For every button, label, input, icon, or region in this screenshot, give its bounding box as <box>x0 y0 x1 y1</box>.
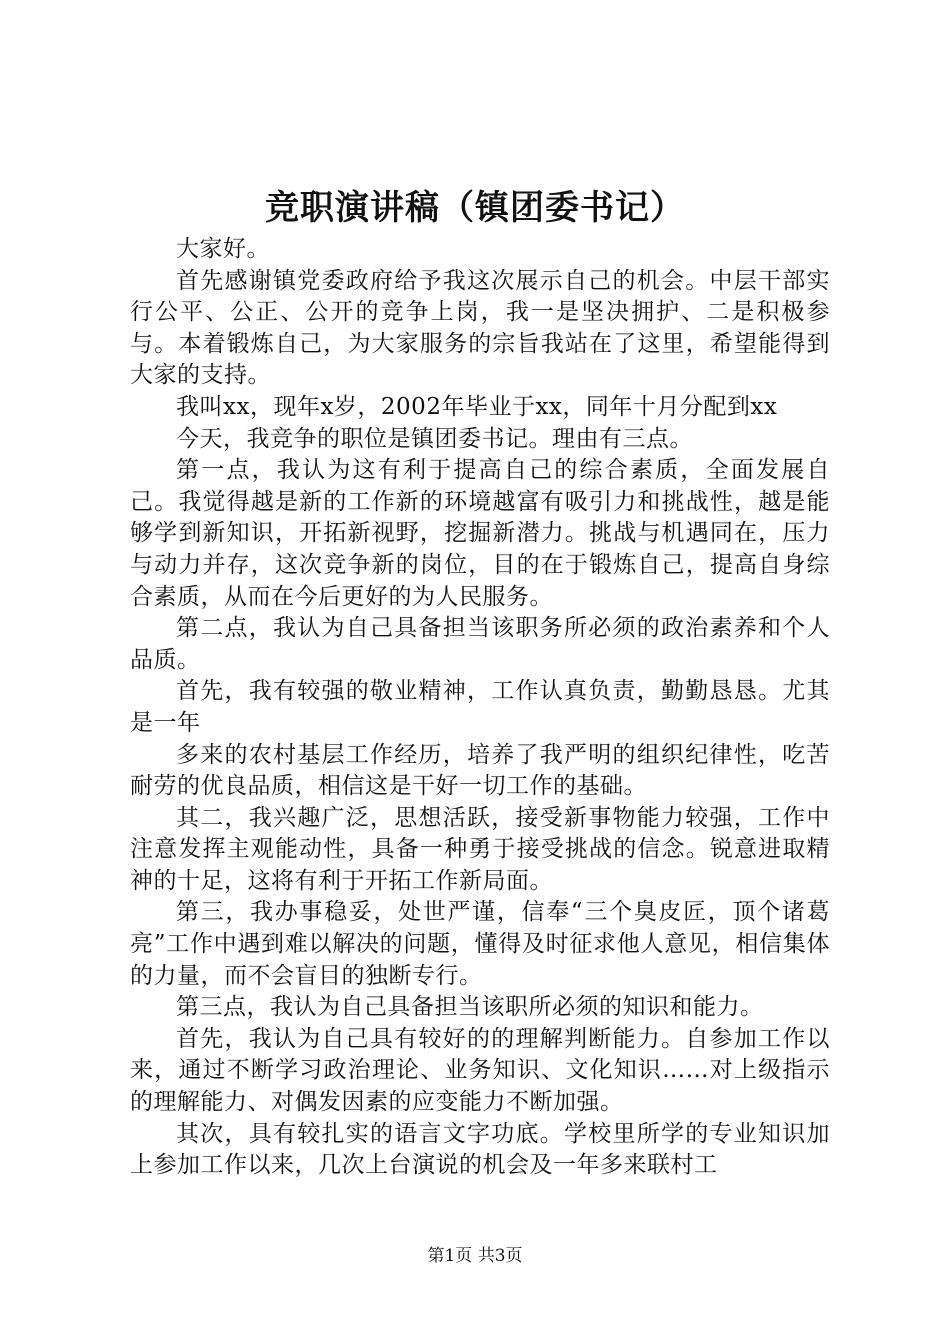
document-title: 竞职演讲稿（镇团委书记） <box>265 188 685 228</box>
page-number: 第1页 <box>427 1246 473 1266</box>
paragraph-third: 第三，我办事稳妥，处世严谨，信奉“三个臭皮匠，顶个诸葛亮”工作中遇到难以解决的问题，懂得及时征求他人意见，相信集体的力量，而不会盲目的独断专行。 <box>130 899 830 989</box>
paragraph-reason-three: 第三点，我认为自己具备担当该职所必须的知识和能力。 <box>176 994 764 1021</box>
paragraph-greeting: 大家好。 <box>176 236 270 262</box>
paragraph-second: 其二，我兴趣广泛，思想活跃，接受新事物能力较强，工作中注意发挥主观能动性，具备一种勇于接受挑战的信念。锐意进取精神的十足，这将有利于开拓工作新局面。 <box>130 804 830 894</box>
paragraph-judgement: 首先，我认为自己具有较好的的理解判断能力。自参加工作以来，通过不断学习政治理论、业务知识、文化知识……对上级指示的理解能力、对偶发因素的应变能力不断加强。 <box>130 1025 830 1116</box>
page-total: 共3页 <box>477 1246 523 1266</box>
document-body <box>130 234 830 1182</box>
paragraph-experience: 多来的农村基层工作经历，培养了我严明的组织纪律性，吃苦耐劳的优良品质，相信这是干好一切工作的基础。 <box>130 741 830 800</box>
paragraph-writing: 其次，具有较扎实的语言文字功底。学校里所学的专业知识加上参加工作以来，几次上台演说的机会及一年多来联村工 <box>130 1120 830 1179</box>
paragraph-first: 首先，我有较强的敬业精神，工作认真负责，勤勤恳恳。尤其是一年 <box>130 678 830 736</box>
paragraph-reason-one: 第一点，我认为这有利于提高自己的综合素质，全面发展自己。我觉得越是新的工作新的环境越富有吸引力和挑战性，越是能够学到新知识，开拓新视野，挖掘新潜力。挑战与机遇同在，压力与动力并存，这次竞争新的岗位，目的在于锻炼自己，提高自身综合素质，从而在今后更好的为人民服务。 <box>130 457 830 610</box>
paragraph-position: 今天，我竞争的职位是镇团委书记。理由有三点。 <box>176 425 693 452</box>
paragraph-intro: 我叫xx，现年x岁，2002年毕业于xx，同年十月分配到xx <box>176 393 778 420</box>
paragraph-thanks: 首先感谢镇党委政府给予我这次展示自己的机会。中层干部实行公平、公正、公开的竞争上岗，我一是坚决拥护、二是积极参与。本着锻炼自己，为大家服务的宗旨我站在了这里，希望能得到大家的支持。 <box>130 267 830 389</box>
paragraph-reason-two: 第二点，我认为自己具备担当该职务所必须的政治素养和个人品质。 <box>130 615 830 673</box>
page-footer <box>0 1244 950 1268</box>
